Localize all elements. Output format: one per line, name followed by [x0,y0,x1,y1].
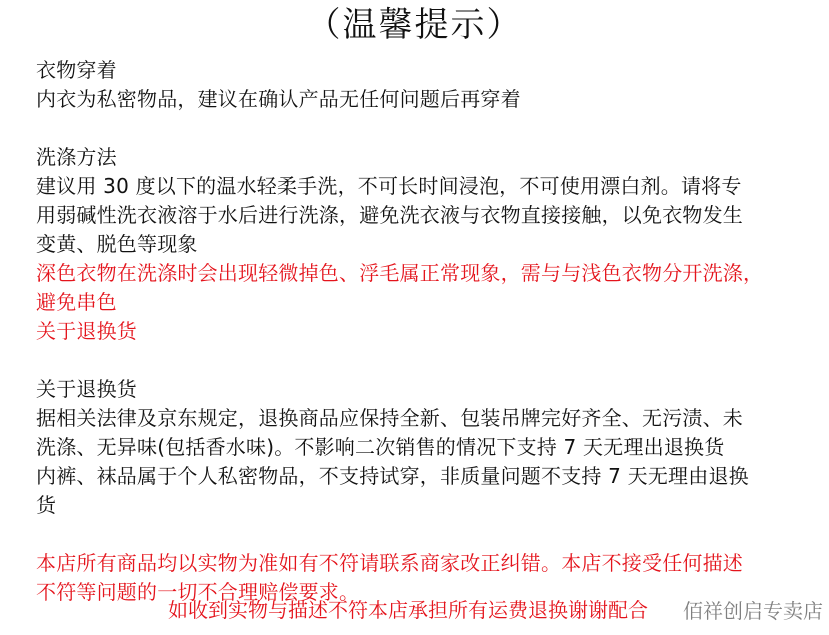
notice-line: 避免串色 [36,290,117,314]
notice-line: 据相关法律及京东规定，退换商品应保持全新、包装吊牌完好齐全、无污渍、未 [36,406,743,430]
notice-line: 衣物穿着 [36,58,117,82]
notice-body [36,56,826,607]
notice-line: 建议用 30 度以下的温水轻柔手洗，不可长时间浸泡，不可使用漂白剂。请将专 [36,174,742,198]
blank-line [36,114,826,143]
notice-line: 不符等问题的一切不合理赔偿要求。 [36,580,360,604]
store-watermark: 佰祥创启专卖店 [683,599,823,623]
notice-line: 关于退换货 [36,319,137,343]
notice-line: 内衣为私密物品，建议在确认产品无任何问题后再穿着 [36,87,521,111]
notice-line: 货 [36,493,57,517]
blank-line [36,346,826,375]
notice-line: 变黄、脱色等现象 [36,232,198,256]
notice-line: 本店所有商品均以实物为准如有不符请联系商家改正纠错。本店不接受任何描述 [36,551,743,575]
blank-line [36,520,826,549]
page-title: （温馨提示） [306,5,523,45]
notice-line: 洗涤方法 [36,145,117,169]
notice-line: 深色衣物在洗涤时会出现轻微掉色、浮毛属正常现象，需与与浅色衣物分开洗涤， [36,261,764,285]
notice-line: 内裤、袜品属于个人私密物品，不支持试穿，非质量问题不支持 7 天无理由退换 [36,464,749,488]
notice-line: 关于退换货 [36,377,137,401]
notice-line: 用弱碱性洗衣液溶于水后进行洗涤，避免洗衣液与衣物直接接触，以免衣物发生 [36,203,743,227]
footer-notice: 如收到实物与描述不符本店承担所有运费退换谢谢配合 [168,598,648,622]
notice-line: 洗涤、无异味(包括香水味)。不影响二次销售的情况下支持 7 天无理出退换货 [36,435,725,459]
